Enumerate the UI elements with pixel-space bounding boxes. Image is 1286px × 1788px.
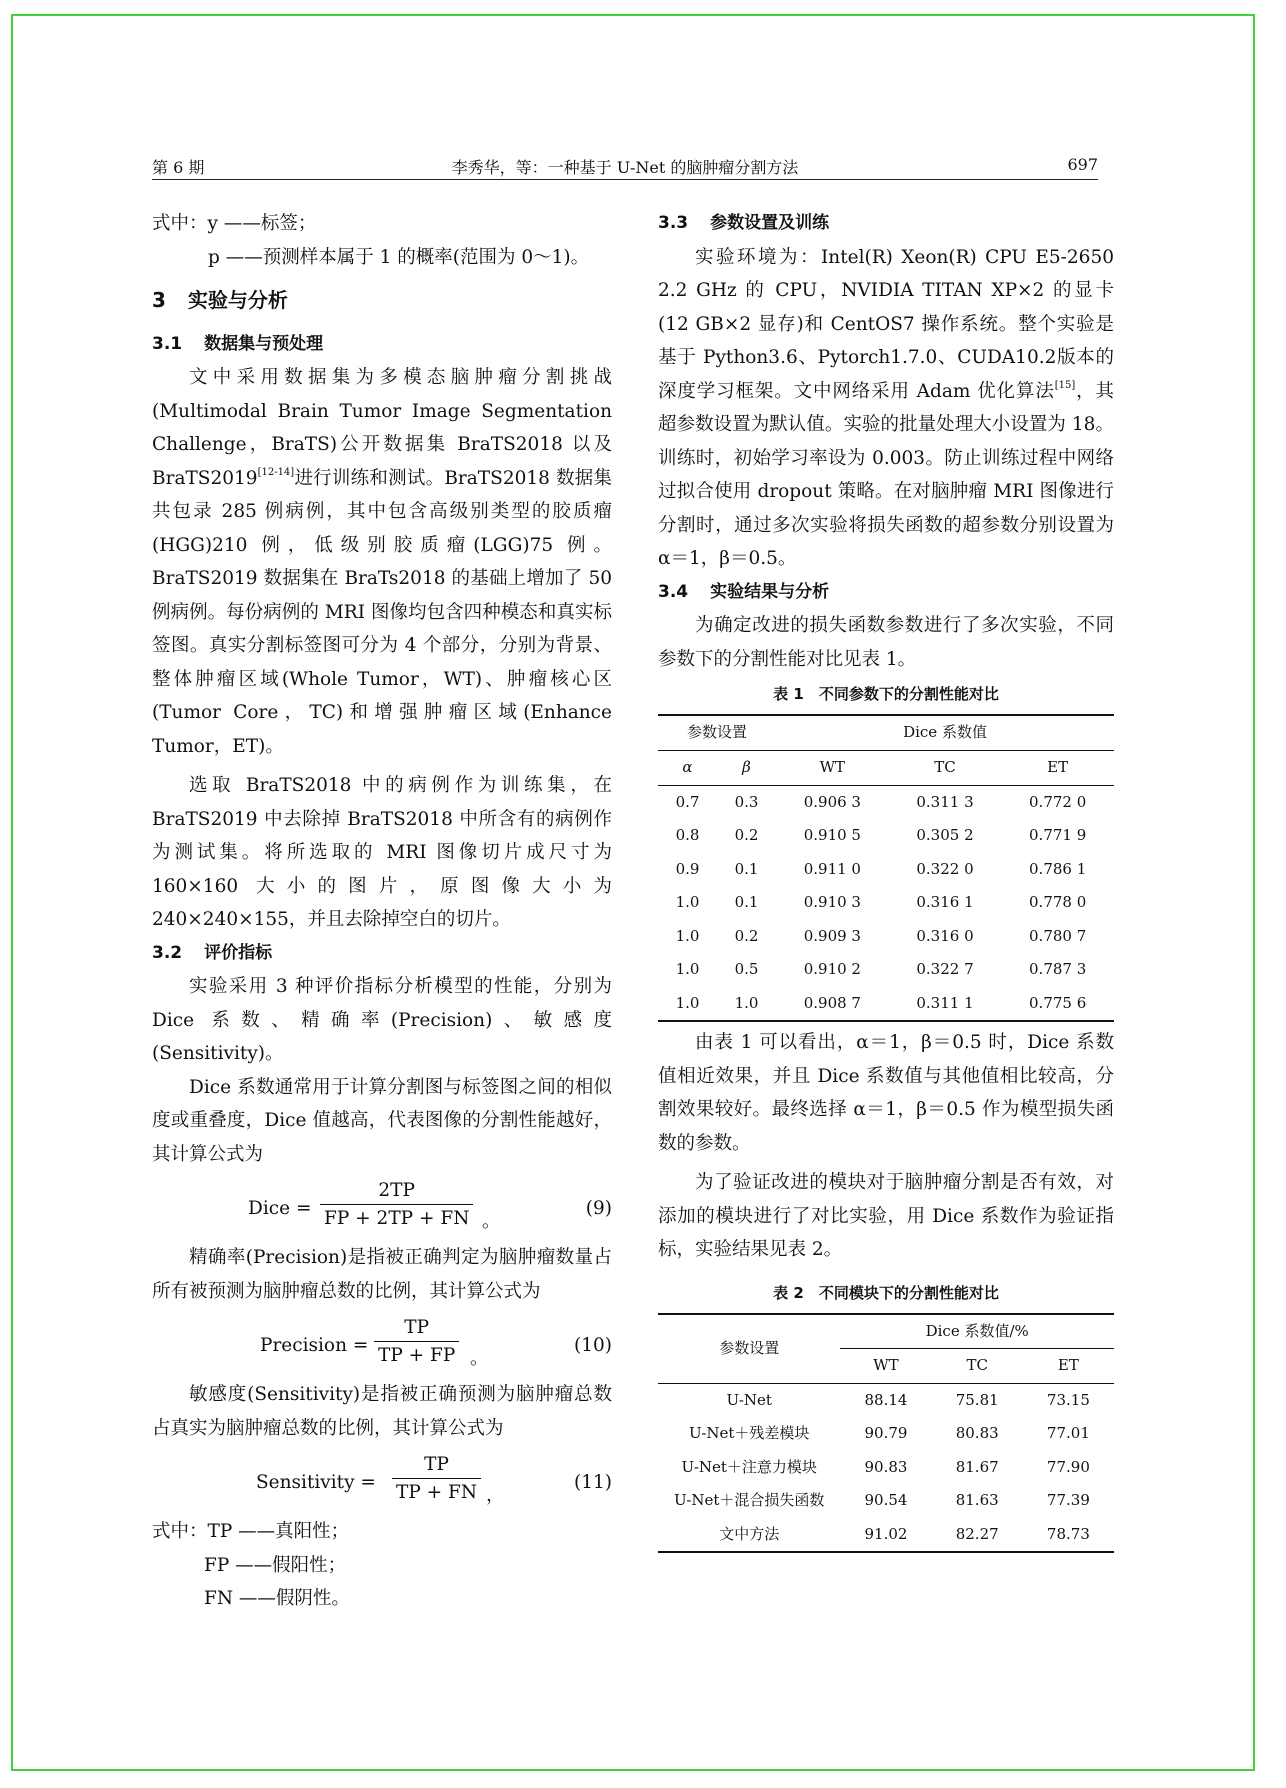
column-group-header: 参数设置 [658, 715, 776, 751]
equation-sensitivity [152, 1451, 612, 1509]
citation-ref: [15] [1054, 379, 1076, 391]
table-cell: 文中方法 [719, 1524, 780, 1543]
table-cell: 0.1 [734, 859, 759, 878]
subsection-heading [152, 937, 612, 971]
subsection-heading [152, 328, 612, 362]
body-paragraph [152, 361, 612, 763]
body-paragraph: 敏感度(Sensitivity)是指被正确预测为脑肿瘤总数占真实为脑肿瘤总数的比例，其计算公式为 [152, 1384, 612, 1439]
table-cell: 0.311 3 [916, 792, 974, 811]
table-cell: U-Net＋残差模块 [688, 1424, 810, 1442]
section-title: 实验与分析 [187, 288, 288, 312]
table-cell: 0.909 3 [803, 926, 861, 945]
table-cell: 0.2 [734, 826, 759, 844]
equation-punct: 。 [482, 1211, 501, 1232]
right-column [658, 207, 1114, 1553]
paragraph-text: ，其超参数设置为默认值。实验的批量处理大小设置为 18。训练时，初始学习率设为 0.003。防止训练过程中网络过拟合使用 dropout 策略。在对脑肿瘤 MRI 图像进行分割时，通过多次实验将损失函数的超参数分别设置为 α＝1，β＝0.5。 [658, 380, 1114, 569]
subsection-number: 3.1 [152, 333, 183, 354]
table-cell: 0.316 0 [916, 926, 974, 945]
table-cell: 0.305 2 [916, 826, 974, 844]
where-clause-line: p ——预测样本属于 1 的概率(范围为 0～1)。 [208, 246, 590, 268]
body-paragraph: 由表 1 可以看出，α＝1，β＝0.5 时，Dice 系数值相近效果，并且 Dice 系数值与其他值相比较高，分割效果较好。最终选择 α＝1，β＝0.5 作为模型损失函数的参数。 [658, 1032, 1114, 1154]
column-group-header: Dice 系数值/% [840, 1314, 1114, 1349]
column-group-header: Dice 系数值 [776, 715, 1114, 751]
section-heading [152, 284, 612, 318]
column-header-et: ET [1057, 1356, 1079, 1374]
table-caption: 表 1 不同参数下的分割性能对比 [773, 685, 999, 703]
section-number: 3 [152, 288, 166, 312]
paragraph-text: 进行训练和测试。BraTS2018 数据集共包录 285 例病例，其中包含高级别类型的胶质瘤(HGG)210 例，低级别胶质瘤(LGG)75 例。BraTS2019 数据集在 BraTs2018 的基础上增加了 50 例病例。每份病例的 MRI 图像均包含四种模态和真实标签图。真实分割标签图可分为 4 个部分，分别为背景、整体肿瘤区域(Whole Tumor，WT)、肿瘤核心区(Tumor Core，TC)和增强肿瘤区域(Enhance Tumor，ET)。 [152, 467, 612, 757]
equation-number: (11) [574, 1472, 612, 1493]
table-cell: 0.2 [734, 926, 759, 945]
equation-lhs: Dice = [248, 1198, 312, 1219]
table-cell: 0.3 [734, 792, 759, 811]
citation-ref: [12-14] [257, 466, 295, 478]
table-cell: 0.316 1 [916, 893, 974, 911]
table-cell: 90.79 [864, 1424, 908, 1442]
table-cell: 0.311 1 [916, 993, 974, 1012]
body-paragraph [658, 241, 1114, 576]
table-cell: 1.0 [675, 893, 700, 911]
table-cell: 0.910 5 [803, 826, 861, 844]
table-row [658, 953, 1114, 987]
table-cell: 0.787 3 [1029, 960, 1087, 978]
equation-number: (10) [574, 1335, 612, 1356]
equation-lhs: Sensitivity = [256, 1472, 376, 1493]
table-cell: U-Net [726, 1390, 772, 1409]
table-cell: 81.63 [955, 1491, 999, 1509]
equation-punct: 。 [470, 1348, 489, 1369]
column-header-wt: WT [819, 758, 846, 776]
table-row [658, 785, 1114, 819]
paragraph-text: 文中采用数据集为多模态脑肿瘤分割挑战(Multimodal Brain Tumor Image Segmentation Challenge，BraTS)公开数据集 BraTS2018 以及 BraTS2019 [152, 367, 612, 489]
table-cell: 0.322 7 [916, 960, 974, 978]
running-header [152, 153, 1098, 180]
equation-punct: ， [486, 1485, 505, 1506]
subsection-title: 实验结果与分析 [710, 581, 830, 602]
table-cell: 0.910 2 [803, 960, 861, 978]
body-paragraph: Dice 系数通常用于计算分割图与标签图之间的相似度或重叠度，Dice 值越高，代表图像的分割性能越好，其计算公式为 [152, 1076, 612, 1165]
table-row [658, 1518, 1114, 1553]
table-cell: U-Net＋混合损失函数 [673, 1491, 825, 1509]
page-number: 697 [1067, 155, 1098, 174]
table-cell: 0.780 7 [1029, 926, 1087, 945]
table-cell: 75.81 [955, 1390, 999, 1409]
article-title-header: 李秀华，等：一种基于 U-Net 的脑肿瘤分割方法 [451, 158, 799, 177]
where-clause-line: FP ——假阳性； [204, 1554, 347, 1576]
table-cell: 81.67 [955, 1457, 999, 1476]
table-cell: 78.73 [1046, 1524, 1090, 1543]
fraction-numerator: TP [374, 1314, 459, 1342]
subsection-number: 3.3 [658, 213, 689, 233]
equation-fraction [374, 1314, 459, 1369]
table-row [658, 987, 1114, 1022]
table-cell: 80.83 [955, 1424, 999, 1442]
fraction-denominator: TP + FN [396, 1482, 478, 1503]
column-group-header: 参数设置 [658, 1314, 840, 1384]
table-cell: 90.54 [864, 1491, 908, 1509]
table-cell: 77.90 [1046, 1457, 1090, 1476]
subsection-number: 3.2 [152, 942, 183, 963]
equation-number: (9) [585, 1198, 612, 1219]
table-cell: 1.0 [675, 993, 700, 1012]
table-cell: 90.83 [864, 1457, 908, 1476]
table-cell: 0.772 0 [1029, 792, 1087, 811]
body-paragraph: 精确率(Precision)是指被正确判定为脑肿瘤数量占所有被预测为脑肿瘤总数的比例，其计算公式为 [152, 1247, 612, 1302]
column-header-beta: β [742, 758, 751, 776]
table-row [658, 853, 1114, 887]
table-cell: 0.778 0 [1029, 893, 1087, 911]
table-row [658, 819, 1114, 853]
table-cell: 77.01 [1046, 1424, 1090, 1442]
table-row [658, 920, 1114, 954]
equation-lhs: Precision = [260, 1335, 369, 1356]
table-header-row [658, 1314, 1114, 1349]
table-cell: 0.8 [675, 826, 700, 844]
table-row [658, 1484, 1114, 1518]
subsection-heading [658, 576, 1114, 610]
table-cell: 0.1 [734, 893, 759, 911]
subsection-heading [658, 207, 1114, 241]
where-clause-line: 式中：TP ——真阳性； [152, 1521, 350, 1542]
fraction-numerator: 2TP [320, 1177, 473, 1205]
table-cell: 1.0 [675, 926, 700, 945]
paragraph-text: 实验环境为：Intel(R) Xeon(R) CPU E5-2650 2.2 GHz 的 CPU，NVIDIA TITAN XP×2 的显卡(12 GB×2 显存)和 CentOS7 操作系统。整个实验是基于 Python3.6、Pytorch1.7.0、CUDA10.2版本的深度学习框架。文中网络采用 Adam 优化算法 [658, 246, 1114, 402]
left-column [152, 207, 612, 1616]
table-header-row [658, 751, 1114, 786]
table-cell: 1.0 [734, 993, 759, 1012]
table-caption: 表 2 不同模块下的分割性能对比 [773, 1283, 999, 1302]
table-cell: 0.786 1 [1029, 859, 1087, 878]
table-cell: 1.0 [675, 960, 700, 978]
table-cell: 0.908 7 [803, 993, 861, 1012]
body-paragraph: 为确定改进的损失函数参数进行了多次实验，不同参数下的分割性能对比见表 1。 [658, 615, 1114, 670]
table-header-row [658, 715, 1114, 751]
column-header-tc: TC [966, 1356, 988, 1374]
equation-fraction [320, 1177, 473, 1232]
equation-precision [152, 1314, 612, 1372]
subsection-title: 参数设置及训练 [710, 213, 830, 233]
body-paragraph: 为了验证改进的模块对于脑肿瘤分割是否有效，对添加的模块进行了对比实验，用 Dice 系数作为验证指标，实验结果见表 2。 [658, 1172, 1114, 1260]
fraction-numerator: TP [392, 1451, 481, 1479]
fraction-denominator: FP + 2TP + FN [324, 1208, 470, 1229]
table-cell: 0.910 3 [803, 893, 861, 911]
table-row [658, 1417, 1114, 1451]
table-cell: 0.906 3 [803, 792, 861, 811]
table-cell: 82.27 [955, 1524, 999, 1543]
table-cell: U-Net＋注意力模块 [681, 1457, 817, 1476]
fraction-denominator: TP + FP [378, 1345, 456, 1366]
table-cell: 91.02 [864, 1524, 908, 1543]
equation-fraction [392, 1451, 481, 1506]
table-cell: 0.322 0 [916, 859, 974, 878]
table-cell: 0.775 6 [1029, 993, 1087, 1012]
table-cell: 0.5 [734, 960, 759, 978]
table-cell: 88.14 [864, 1390, 908, 1409]
subsection-number: 3.4 [658, 581, 689, 602]
table-cell: 0.9 [675, 859, 700, 878]
table-cell: 73.15 [1046, 1390, 1090, 1409]
where-clause-line: 式中：y ——标签； [152, 213, 317, 234]
table-row [658, 886, 1114, 920]
table-cell: 77.39 [1046, 1491, 1090, 1509]
table-cell: 0.7 [675, 792, 700, 811]
table-cell: 0.911 0 [803, 859, 861, 878]
column-header-et: ET [1047, 758, 1069, 776]
where-clause-line: FN ——假阴性。 [204, 1588, 350, 1609]
table-row [658, 1383, 1114, 1417]
results-table-1 [658, 714, 1114, 1022]
column-header-wt: WT [873, 1356, 899, 1374]
subsection-title: 数据集与预处理 [204, 333, 324, 354]
issue-number: 第 6 期 [152, 158, 205, 177]
body-paragraph: 选取 BraTS2018 中的病例作为训练集，在 BraTS2019 中去除掉 BraTS2018 中所含有的病例作为测试集。将所选取的 MRI 图像切片成尺寸为 160×160 大小的图片，原图像大小为 240×240×155，并且去除掉空白的切片。 [152, 775, 612, 930]
results-table-2 [658, 1313, 1114, 1554]
subsection-title: 评价指标 [204, 942, 273, 963]
column-header-tc: TC [934, 758, 956, 776]
table-row [658, 1451, 1114, 1485]
equation-dice [152, 1177, 612, 1235]
column-header-alpha: α [682, 758, 693, 776]
table-cell: 0.771 9 [1029, 826, 1087, 844]
body-paragraph: 实验采用 3 种评价指标分析模型的性能，分别为 Dice 系数、精确率(Precision)、敏感度(Sensitivity)。 [152, 976, 612, 1064]
